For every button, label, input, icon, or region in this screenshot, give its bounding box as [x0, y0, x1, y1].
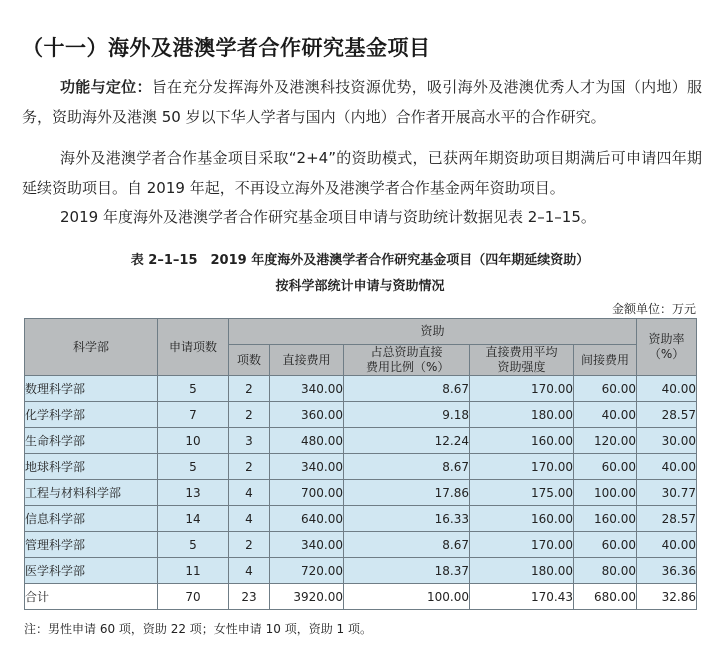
- cell-rate: 32.86: [637, 584, 697, 610]
- table-row: [25, 428, 697, 454]
- cell-intensity: 160.00: [470, 428, 574, 454]
- cell-dept: 生命科学部: [25, 428, 158, 454]
- cell-rate: 40.00: [637, 532, 697, 558]
- cell-count: 4: [229, 558, 270, 584]
- cell-intensity: 170.00: [470, 532, 574, 558]
- cell-direct: 360.00: [270, 402, 344, 428]
- table-row: [25, 480, 697, 506]
- funding-table: [24, 318, 697, 610]
- table-subcaption: 按科学部统计申请与资助情况: [275, 279, 445, 294]
- cell-rate: 40.00: [637, 376, 697, 402]
- header-dept: 科学部: [25, 319, 158, 376]
- total-row: [25, 584, 697, 610]
- cell-intensity: 175.00: [470, 480, 574, 506]
- cell-ratio: 8.67: [344, 376, 470, 402]
- cell-indirect: 100.00: [574, 480, 637, 506]
- table-caption: 表 2–1–15 2019 年度海外及港澳学者合作研究基金项目（四年期延续资助）: [130, 253, 590, 268]
- cell-ratio: 16.33: [344, 506, 470, 532]
- table-row: [25, 376, 697, 402]
- cell-ratio: 9.18: [344, 402, 470, 428]
- cell-intensity: 170.00: [470, 454, 574, 480]
- header-count: 项数: [229, 345, 270, 376]
- header-funding: 资助: [229, 319, 637, 345]
- cell-count: 4: [229, 506, 270, 532]
- cell-dept: 合计: [25, 584, 158, 610]
- table-row: [25, 506, 697, 532]
- cell-applications: 5: [158, 454, 229, 480]
- cell-ratio: 8.67: [344, 454, 470, 480]
- amount-unit: 金额单位：万元: [611, 302, 696, 316]
- cell-indirect: 60.00: [574, 454, 637, 480]
- cell-count: 3: [229, 428, 270, 454]
- table-reference-paragraph: 2019 年度海外及港澳学者合作研究基金项目申请与资助统计数据见表 2–1–15。: [60, 208, 596, 226]
- function-text: 旨在充分发挥海外及港澳科技资源优势，吸引海外及港澳优秀人才为国（内地）服务，资助海外及港澳 50 岁以下华人学者与国内（内地）合作者开展高水平的合作研究。: [22, 78, 702, 126]
- cell-count: 2: [229, 532, 270, 558]
- header-direct: 直接费用: [270, 345, 344, 376]
- header-indirect: 间接费用: [574, 345, 637, 376]
- cell-indirect: 40.00: [574, 402, 637, 428]
- table-row: [25, 402, 697, 428]
- cell-dept: 地球科学部: [25, 454, 158, 480]
- cell-direct: 720.00: [270, 558, 344, 584]
- cell-intensity: 160.00: [470, 506, 574, 532]
- cell-intensity: 180.00: [470, 402, 574, 428]
- cell-direct: 340.00: [270, 376, 344, 402]
- cell-applications: 5: [158, 376, 229, 402]
- function-lead: 功能与定位：: [60, 78, 152, 96]
- cell-dept: 医学科学部: [25, 558, 158, 584]
- cell-direct: 640.00: [270, 506, 344, 532]
- table-note: 注：男性申请 60 项，资助 22 项；女性申请 10 项，资助 1 项。: [24, 622, 372, 636]
- cell-dept: 化学科学部: [25, 402, 158, 428]
- header-intensity: 直接费用平均资助强度: [470, 345, 574, 376]
- cell-ratio: 8.67: [344, 532, 470, 558]
- cell-rate: 40.00: [637, 454, 697, 480]
- cell-count: 23: [229, 584, 270, 610]
- cell-rate: 28.57: [637, 506, 697, 532]
- cell-dept: 信息科学部: [25, 506, 158, 532]
- cell-applications: 70: [158, 584, 229, 610]
- cell-intensity: 170.43: [470, 584, 574, 610]
- header-applications: 申请项数: [158, 319, 229, 376]
- cell-applications: 13: [158, 480, 229, 506]
- section-heading: （十一）海外及港澳学者合作研究基金项目: [22, 36, 431, 60]
- function-paragraph: [22, 72, 702, 132]
- cell-indirect: 60.00: [574, 376, 637, 402]
- cell-direct: 480.00: [270, 428, 344, 454]
- cell-indirect: 80.00: [574, 558, 637, 584]
- cell-applications: 7: [158, 402, 229, 428]
- cell-dept: 工程与材料科学部: [25, 480, 158, 506]
- cell-ratio: 17.86: [344, 480, 470, 506]
- cell-ratio: 100.00: [344, 584, 470, 610]
- cell-ratio: 18.37: [344, 558, 470, 584]
- cell-applications: 11: [158, 558, 229, 584]
- cell-rate: 36.36: [637, 558, 697, 584]
- cell-direct: 700.00: [270, 480, 344, 506]
- cell-rate: 30.00: [637, 428, 697, 454]
- cell-indirect: 160.00: [574, 506, 637, 532]
- cell-dept: 管理科学部: [25, 532, 158, 558]
- cell-count: 2: [229, 376, 270, 402]
- table-row: [25, 558, 697, 584]
- cell-count: 2: [229, 402, 270, 428]
- header-rate: 资助率（%）: [637, 319, 697, 376]
- cell-rate: 28.57: [637, 402, 697, 428]
- cell-applications: 14: [158, 506, 229, 532]
- table-row: [25, 532, 697, 558]
- cell-direct: 340.00: [270, 454, 344, 480]
- cell-count: 2: [229, 454, 270, 480]
- cell-intensity: 180.00: [470, 558, 574, 584]
- table-row: [25, 454, 697, 480]
- cell-dept: 数理科学部: [25, 376, 158, 402]
- cell-indirect: 120.00: [574, 428, 637, 454]
- funding-mode-paragraph: 海外及港澳学者合作基金项目采取“2+4”的资助模式，已获两年期资助项目期满后可申请四年期延续资助项目。自 2019 年起，不再设立海外及港澳学者合作基金两年资助项目。: [22, 149, 702, 197]
- cell-intensity: 170.00: [470, 376, 574, 402]
- cell-indirect: 60.00: [574, 532, 637, 558]
- cell-applications: 5: [158, 532, 229, 558]
- cell-direct: 3920.00: [270, 584, 344, 610]
- cell-indirect: 680.00: [574, 584, 637, 610]
- cell-count: 4: [229, 480, 270, 506]
- header-ratio: 占总资助直接费用比例（%）: [344, 345, 470, 376]
- cell-direct: 340.00: [270, 532, 344, 558]
- cell-rate: 30.77: [637, 480, 697, 506]
- cell-ratio: 12.24: [344, 428, 470, 454]
- cell-applications: 10: [158, 428, 229, 454]
